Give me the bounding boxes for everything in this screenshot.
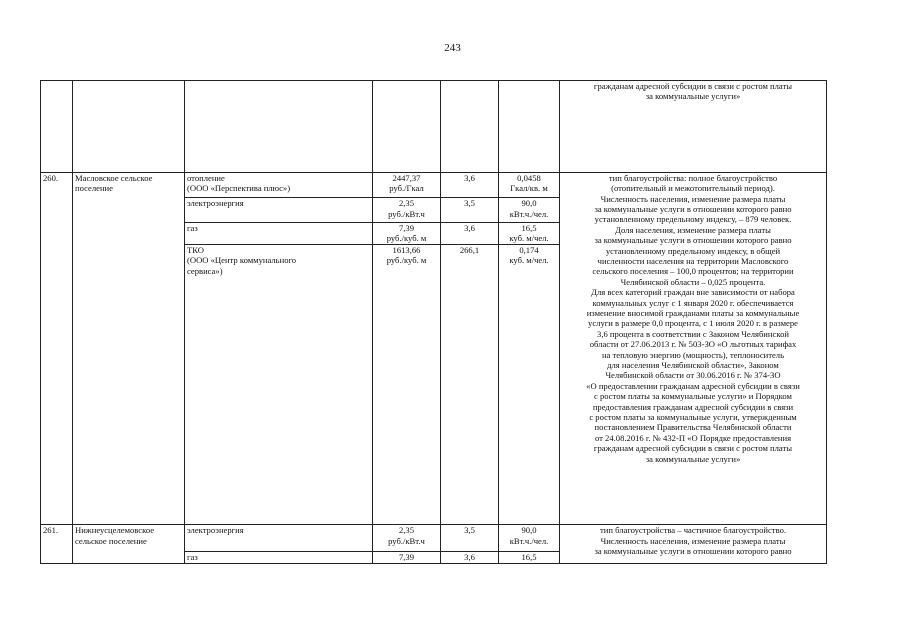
note-cell: тип благоустройства: полное благоустройство (отопительный и межотопительный период). Численность населения, изменение размера платы за коммунальные услуги в отношении которого равно установленному предельному индексу, – 879 человек. Доля населения, изменение размера платы за коммунальные услуги в отношении которого равно установленному предельному индексу, в общей численности населения на территории Масловского сельского поселения – 100,0 процентов; на территории Челябинской области – 0,025 процента. Для всех категорий граждан вне зависимости от набора коммунальных услуг с 1 января 2020 г. обеспечивается изменение вносимой гражданами платы за коммунальные услуги в размере 0,0 процента, с 1 июля 2020 г. в размере 3,6 процента в соответствии с Законом Челябинской области от 27.06.2013 г. № 503-ЗО «О льготных тарифах на тепловую энергию (мощность), теплоноситель для населения Челябинской области», Законом Челябинской области от 30.06.2016 г. № 374-ЗО «О предоставлении гражданам адресной субсидии в связи с ростом платы за коммунальные услуги» и Порядком предоставления гражданам адресной субсидии в связи с ростом платы за коммунальные услуги, утвержденным постановлением Правительства Челябинской области от 24.08.2016 г. № 432-П «О Порядке предоставления гражданам адресной субсидии в связи с ростом платы за коммунальные услуги» bbox=[560, 172, 827, 525]
tariff-value: 1613,66 руб./куб. м bbox=[373, 245, 441, 525]
entry-number: 260. bbox=[41, 172, 73, 525]
service-name: отопление (ООО «Перспектива плюс») bbox=[185, 172, 373, 197]
volume-value: 0,0458 Гкал/кв. м bbox=[499, 172, 560, 197]
number-cell bbox=[41, 81, 73, 173]
tariff-value: 7,39 руб./куб. м bbox=[373, 222, 441, 244]
service-name: ТКО (ООО «Центр коммунального сервиса») bbox=[185, 245, 373, 525]
tariff-cell bbox=[373, 81, 441, 173]
index-value: 266,1 bbox=[441, 245, 499, 525]
entry-number: 261. bbox=[41, 525, 73, 564]
index-value: 3,6 bbox=[441, 551, 499, 563]
service-name: газ bbox=[185, 551, 373, 563]
page-number: 243 bbox=[444, 42, 461, 54]
index-cell bbox=[441, 81, 499, 173]
volume-value: 90,0 кВт.ч./чел. bbox=[499, 198, 560, 222]
service-cell bbox=[185, 81, 373, 173]
volume-value: 0,174 куб. м/чел. bbox=[499, 245, 560, 525]
municipality-name: Нижнеусцелемовское сельское поселение bbox=[73, 525, 185, 564]
index-value: 3,5 bbox=[441, 198, 499, 222]
index-value: 3,5 bbox=[441, 525, 499, 551]
note-line: за коммунальные услуги» bbox=[645, 91, 741, 102]
tariff-value: 2,35 руб./кВт.ч bbox=[373, 525, 441, 551]
index-value: 3,6 bbox=[441, 172, 499, 197]
tariff-value: 2,35 руб./кВт.ч bbox=[373, 198, 441, 222]
municipality-cell bbox=[73, 81, 185, 173]
table-row bbox=[41, 525, 827, 551]
volume-cell bbox=[499, 81, 560, 173]
note-cell bbox=[560, 81, 827, 173]
note-cell: тип благоустройства – частичное благоустройство. Численность населения, изменение размера платы за коммунальные услуги в отношении которого равно bbox=[560, 525, 827, 564]
service-name: электроэнергия bbox=[185, 525, 373, 551]
tariff-table bbox=[40, 80, 827, 564]
note-line: гражданам адресной субсидии в связи с ростом платы bbox=[593, 81, 793, 91]
volume-value: 16,5 куб. м/чел. bbox=[499, 222, 560, 244]
service-name: электроэнергия bbox=[185, 198, 373, 222]
continuation-row bbox=[41, 81, 827, 173]
table-row bbox=[41, 172, 827, 197]
volume-value: 90,0 кВт.ч./чел. bbox=[499, 525, 560, 551]
index-value: 3,6 bbox=[441, 222, 499, 244]
tariff-value: 2447,37 руб./Гкал bbox=[373, 172, 441, 197]
volume-value: 16,5 bbox=[499, 551, 560, 563]
tariff-value: 7,39 bbox=[373, 551, 441, 563]
municipality-name: Масловское сельское поселение bbox=[73, 172, 185, 525]
service-name: газ bbox=[185, 222, 373, 244]
